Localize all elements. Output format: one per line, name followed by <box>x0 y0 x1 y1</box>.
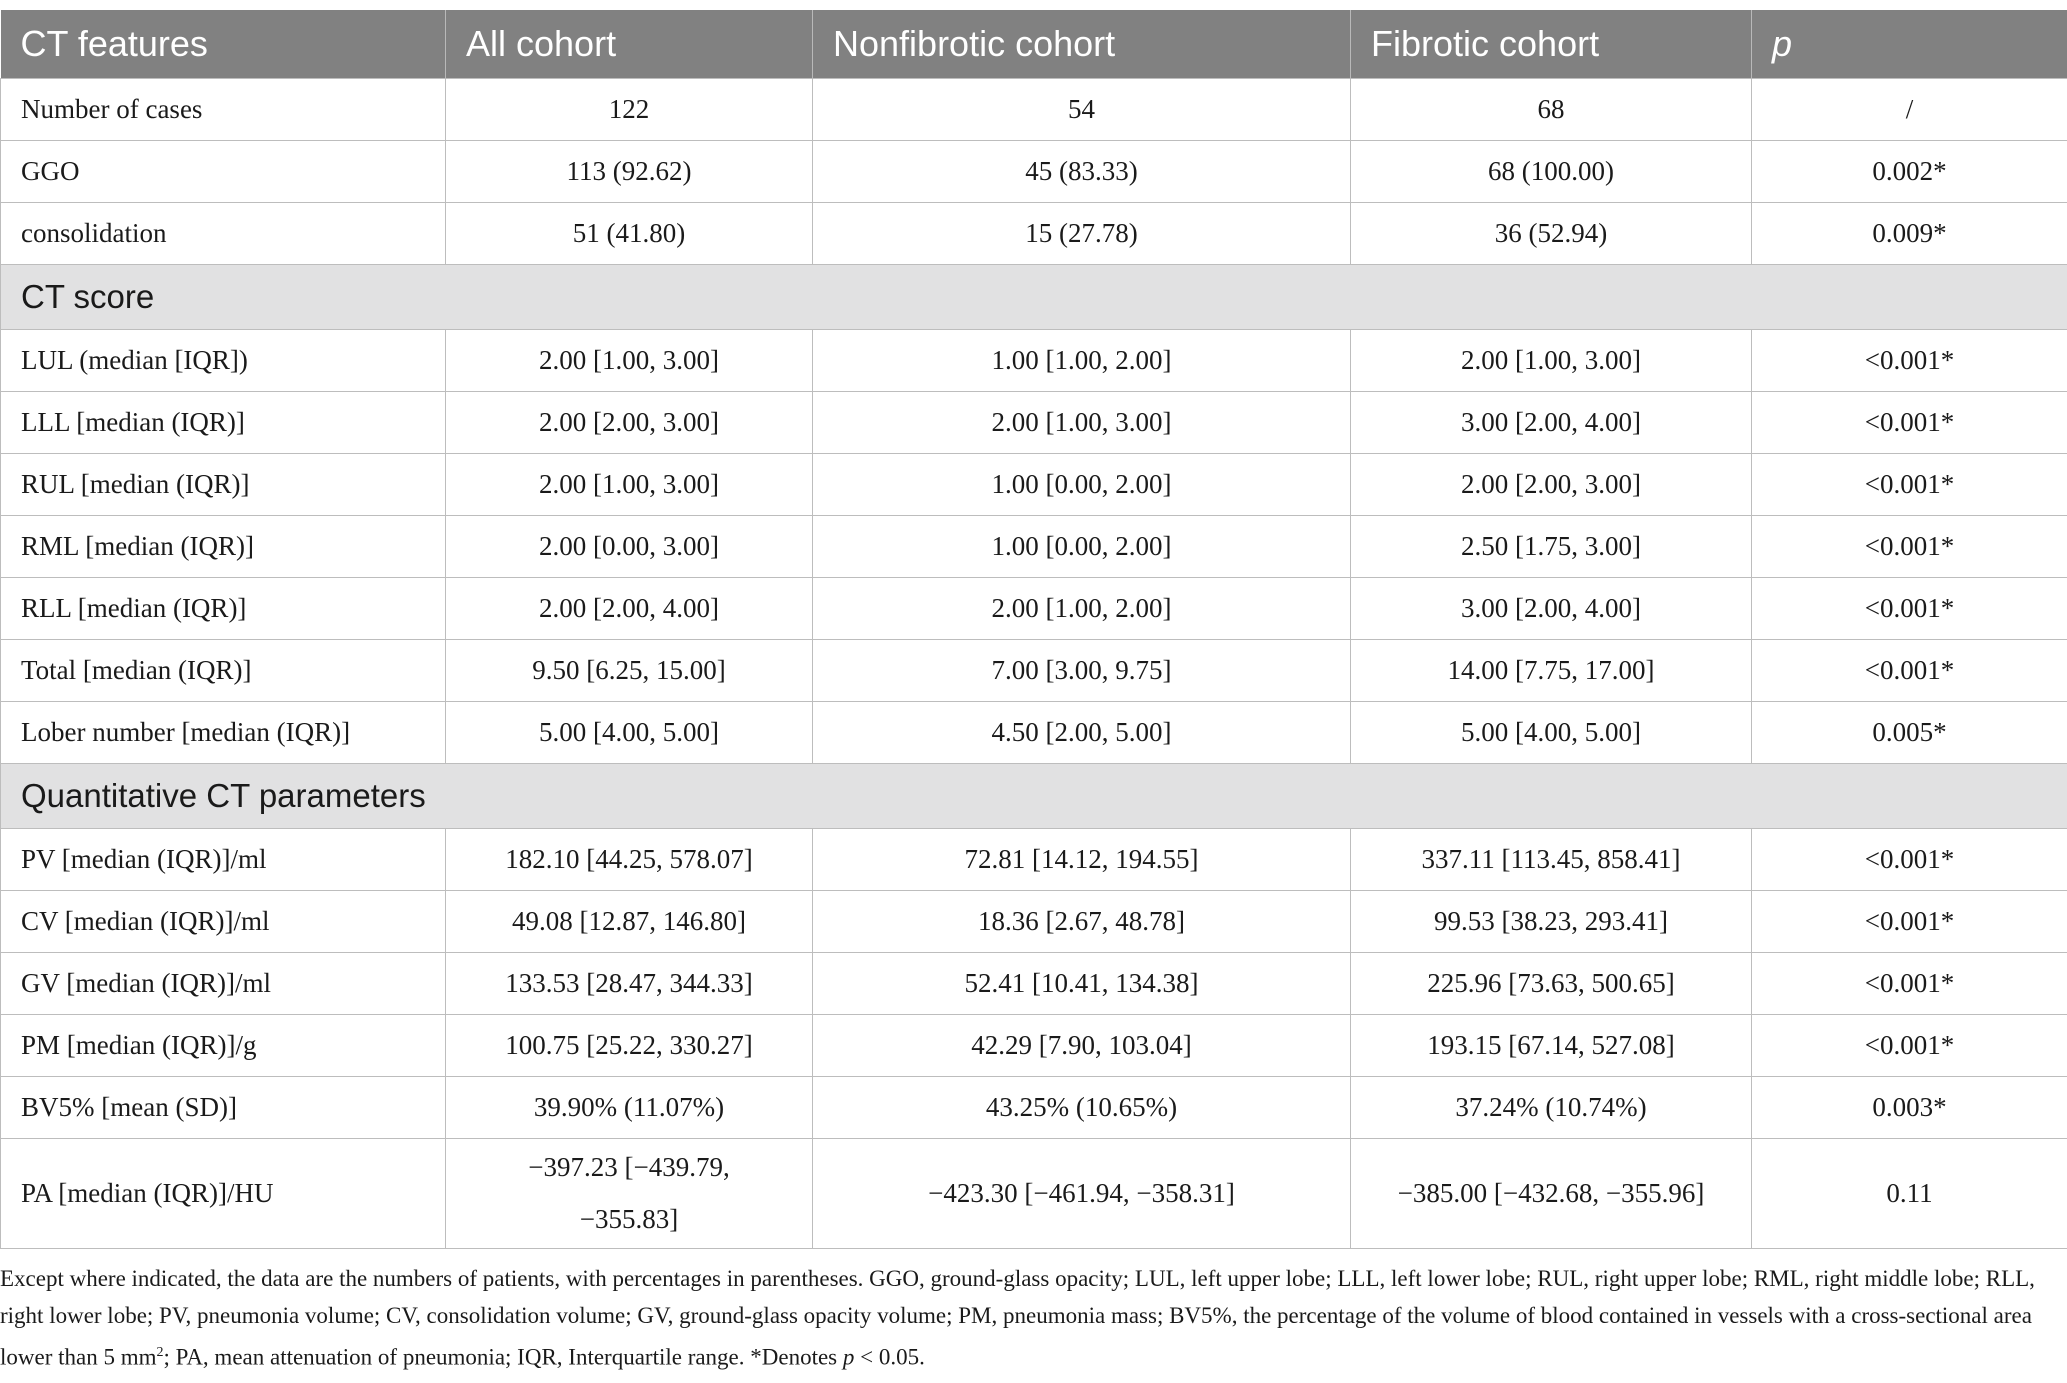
row-label: LLL [median (IQR)] <box>1 391 446 453</box>
table-row <box>1 391 2067 453</box>
cell-fibrotic: 68 <box>1351 78 1752 140</box>
cell-all: 122 <box>446 78 813 140</box>
table-row <box>1 952 2067 1014</box>
cell-nonfibrotic: 72.81 [14.12, 194.55] <box>813 828 1351 890</box>
table-footnote <box>0 1260 2040 1376</box>
cell-all: 2.00 [2.00, 4.00] <box>446 577 813 639</box>
cell-fibrotic: 68 (100.00) <box>1351 140 1752 202</box>
cell-all: 2.00 [2.00, 3.00] <box>446 391 813 453</box>
cell-fibrotic: 99.53 [38.23, 293.41] <box>1351 890 1752 952</box>
cell-fibrotic: 37.24% (10.74%) <box>1351 1076 1752 1138</box>
cell-p: 0.003* <box>1752 1076 2067 1138</box>
section-row-quantitative <box>1 763 2067 828</box>
table-row <box>1 890 2067 952</box>
footnote-text-2: ; PA, mean attenuation of pneumonia; IQR, Interquartile range. *Denotes <box>163 1344 843 1370</box>
cell-all: 100.75 [25.22, 330.27] <box>446 1014 813 1076</box>
ct-features-table <box>0 10 2067 1249</box>
cell-p: <0.001* <box>1752 453 2067 515</box>
cell-all: 2.00 [1.00, 3.00] <box>446 453 813 515</box>
cell-fibrotic: 2.00 [2.00, 3.00] <box>1351 453 1752 515</box>
table-row <box>1 639 2067 701</box>
header-all-cohort: All cohort <box>446 10 813 78</box>
cell-nonfibrotic: 54 <box>813 78 1351 140</box>
cell-nonfibrotic: 7.00 [3.00, 9.75] <box>813 639 1351 701</box>
cell-nonfibrotic: 2.00 [1.00, 2.00] <box>813 577 1351 639</box>
table-row <box>1 1014 2067 1076</box>
cell-nonfibrotic: 45 (83.33) <box>813 140 1351 202</box>
cell-all: 5.00 [4.00, 5.00] <box>446 701 813 763</box>
cell-all-line2: −355.83] <box>579 1204 679 1234</box>
cell-p: 0.11 <box>1752 1138 2067 1248</box>
cell-nonfibrotic: 4.50 [2.00, 5.00] <box>813 701 1351 763</box>
cell-nonfibrotic: 43.25% (10.65%) <box>813 1076 1351 1138</box>
cell-fibrotic: 14.00 [7.75, 17.00] <box>1351 639 1752 701</box>
header-row <box>1 10 2067 78</box>
cell-p: <0.001* <box>1752 952 2067 1014</box>
row-label: RLL [median (IQR)] <box>1 577 446 639</box>
row-label: PV [median (IQR)]/ml <box>1 828 446 890</box>
row-label: RUL [median (IQR)] <box>1 453 446 515</box>
cell-fibrotic: 193.15 [67.14, 527.08] <box>1351 1014 1752 1076</box>
row-label: PA [median (IQR)]/HU <box>1 1138 446 1248</box>
cell-nonfibrotic: −423.30 [−461.94, −358.31] <box>813 1138 1351 1248</box>
cell-all: 2.00 [1.00, 3.00] <box>446 329 813 391</box>
cell-all: 51 (41.80) <box>446 202 813 264</box>
cell-p: <0.001* <box>1752 639 2067 701</box>
cell-p: <0.001* <box>1752 515 2067 577</box>
cell-all: 182.10 [44.25, 578.07] <box>446 828 813 890</box>
table-row <box>1 577 2067 639</box>
cell-all: 9.50 [6.25, 15.00] <box>446 639 813 701</box>
cell-p: 0.002* <box>1752 140 2067 202</box>
cell-nonfibrotic: 18.36 [2.67, 48.78] <box>813 890 1351 952</box>
header-nonfibrotic-cohort: Nonfibrotic cohort <box>813 10 1351 78</box>
row-label: BV5% [mean (SD)] <box>1 1076 446 1138</box>
section-row-ct-score <box>1 264 2067 329</box>
cell-nonfibrotic: 2.00 [1.00, 3.00] <box>813 391 1351 453</box>
cell-nonfibrotic: 1.00 [1.00, 2.00] <box>813 329 1351 391</box>
cell-nonfibrotic: 1.00 [0.00, 2.00] <box>813 453 1351 515</box>
table-row <box>1 828 2067 890</box>
table-row <box>1 515 2067 577</box>
cell-nonfibrotic: 42.29 [7.90, 103.04] <box>813 1014 1351 1076</box>
table-row <box>1 78 2067 140</box>
table-row <box>1 202 2067 264</box>
table-row <box>1 140 2067 202</box>
cell-p: <0.001* <box>1752 329 2067 391</box>
header-p: p <box>1752 10 2067 78</box>
cell-fibrotic: 2.50 [1.75, 3.00] <box>1351 515 1752 577</box>
table-row <box>1 329 2067 391</box>
cell-p: <0.001* <box>1752 1014 2067 1076</box>
cell-nonfibrotic: 1.00 [0.00, 2.00] <box>813 515 1351 577</box>
cell-all: 2.00 [0.00, 3.00] <box>446 515 813 577</box>
cell-p: <0.001* <box>1752 828 2067 890</box>
section-title: CT score <box>1 264 2067 329</box>
section-title: Quantitative CT parameters <box>1 763 2067 828</box>
cell-fibrotic: 2.00 [1.00, 3.00] <box>1351 329 1752 391</box>
cell-fibrotic: 3.00 [2.00, 4.00] <box>1351 577 1752 639</box>
table-row <box>1 701 2067 763</box>
row-label: RML [median (IQR)] <box>1 515 446 577</box>
cell-all-line1: −397.23 [−439.79, <box>528 1152 730 1182</box>
cell-all: 39.90% (11.07%) <box>446 1076 813 1138</box>
cell-fibrotic: 36 (52.94) <box>1351 202 1752 264</box>
cell-all <box>446 1138 813 1248</box>
row-label: LUL (median [IQR]) <box>1 329 446 391</box>
row-label: consolidation <box>1 202 446 264</box>
cell-p: <0.001* <box>1752 577 2067 639</box>
cell-p: 0.005* <box>1752 701 2067 763</box>
table-row-pa <box>1 1138 2067 1248</box>
cell-fibrotic: 5.00 [4.00, 5.00] <box>1351 701 1752 763</box>
footnote-superscript: 2 <box>156 1345 164 1360</box>
table-row <box>1 1076 2067 1138</box>
header-ct-features: CT features <box>1 10 446 78</box>
cell-nonfibrotic: 52.41 [10.41, 134.38] <box>813 952 1351 1014</box>
footnote-p-symbol: p <box>842 1344 855 1370</box>
footnote-text-1: Except where indicated, the data are the numbers of patients, with percentages in parentheses. GGO, ground-glass opacity; LUL, left upper lobe; LLL, left lower lobe; RUL, right upper lobe; RML, right middle lobe; RLL, right lower lobe; PV, pneumonia volume; CV, consolidation volume; GV, ground-glass opacity volume; PM, pneumonia mass; BV5%, the percentage of the volume of blood contained in vessels with a cross-sectional area lower than 5 mm <box>0 1266 2035 1370</box>
cell-fibrotic: 225.96 [73.63, 500.65] <box>1351 952 1752 1014</box>
row-label: Number of cases <box>1 78 446 140</box>
cell-p: 0.009* <box>1752 202 2067 264</box>
cell-p: / <box>1752 78 2067 140</box>
row-label: CV [median (IQR)]/ml <box>1 890 446 952</box>
cell-all: 133.53 [28.47, 344.33] <box>446 952 813 1014</box>
cell-p: <0.001* <box>1752 890 2067 952</box>
row-label: Total [median (IQR)] <box>1 639 446 701</box>
row-label: GV [median (IQR)]/ml <box>1 952 446 1014</box>
header-fibrotic-cohort: Fibrotic cohort <box>1351 10 1752 78</box>
footnote-text-3: < 0.05. <box>854 1344 925 1370</box>
row-label: PM [median (IQR)]/g <box>1 1014 446 1076</box>
row-label: Lober number [median (IQR)] <box>1 701 446 763</box>
cell-p: <0.001* <box>1752 391 2067 453</box>
cell-nonfibrotic: 15 (27.78) <box>813 202 1351 264</box>
cell-fibrotic: 3.00 [2.00, 4.00] <box>1351 391 1752 453</box>
row-label: GGO <box>1 140 446 202</box>
cell-all: 113 (92.62) <box>446 140 813 202</box>
cell-fibrotic: 337.11 [113.45, 858.41] <box>1351 828 1752 890</box>
table-row <box>1 453 2067 515</box>
cell-all: 49.08 [12.87, 146.80] <box>446 890 813 952</box>
cell-fibrotic: −385.00 [−432.68, −355.96] <box>1351 1138 1752 1248</box>
